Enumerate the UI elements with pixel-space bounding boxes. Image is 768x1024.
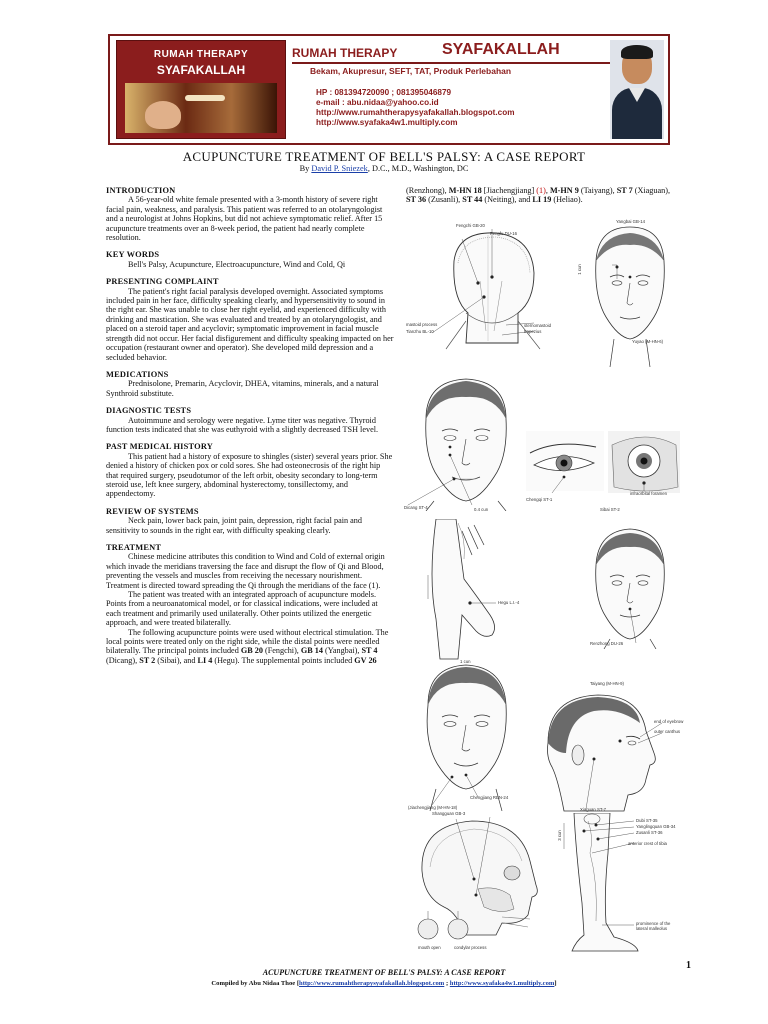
heading-diagnostic-tests: DIAGNOSTIC TESTS: [106, 406, 192, 416]
multiply-link[interactable]: http://www.syafaka4w1.multiply.com: [316, 118, 458, 127]
text-keywords: Bell's Palsy, Acupuncture, Electroacupuncture, Wind and Cold, Qi: [128, 259, 346, 269]
label-sternomastoid: sternomastoid: [524, 323, 551, 328]
point-li19: LI 19: [532, 195, 552, 205]
text-review-of-systems: Neck pain, lower back pain, joint pain, depression, right facial pain and sensitivity to sounds in the right ear, with difficulty speaking clearly.: [106, 516, 362, 535]
label-tibia: anterior crest of tibia: [628, 841, 667, 846]
label-04cun: 0.4 cun: [474, 507, 489, 512]
text-introduction: A 56-year-old white female presented with a 3-month history of severe right facial pain, weakness, and paralysis. This patient was referred to an otolaryngologist and a neurologist at Johns Hopkins, but did not achieve symptomatic relief. After 15 acupuncture treatments over an 8-week period, the patient had nearly complete resolution.: [106, 195, 383, 243]
section-review-of-systems: [106, 507, 394, 535]
text-treatment-2: The patient was treated with an integrated approach of acupuncture models. Points from a neuroanatomical model, or for classical indications, were included at each treatment and primarily used unilaterally. Other points utilized the energetic approach, and were treated bilaterally.: [106, 590, 378, 628]
figure-temple-points: [528, 681, 684, 813]
phone-numbers: HP : 081394720090 ; 081395046879: [316, 88, 452, 97]
clinic-logo: [116, 40, 286, 139]
blog-link[interactable]: http://www.rumahtherapysyafakallah.blogspot.com: [316, 108, 515, 117]
figure-leg-points: [554, 813, 680, 953]
point-gb20: GB 20: [240, 646, 263, 656]
label-yangbai: Yangbai GB-14: [616, 219, 646, 224]
left-column: [106, 186, 394, 673]
label-trapezius: trapezius: [524, 329, 542, 334]
byline-suffix: , D.C., M.D., Washington, DC: [367, 164, 469, 173]
label-jiachengjiang: (Jiachengjiang (M-HN-18): [408, 805, 458, 810]
point-st44: ST 44: [462, 195, 483, 205]
label-renzhong: Renzhong DU-26: [590, 641, 624, 646]
figure-skull-points: [404, 811, 552, 953]
clinic-title-small: RUMAH THERAPY: [292, 46, 398, 60]
author-link[interactable]: David P. Sniezek: [311, 164, 368, 173]
author-portrait: [610, 40, 664, 139]
section-treatment: [106, 543, 394, 665]
footer-title: ACUPUNCTURE TREATMENT OF BELL'S PALSY: A CASE REPORT: [262, 968, 506, 977]
acupuncture-illustrations: [404, 215, 684, 953]
label-condylar: condylar process: [454, 945, 487, 950]
point-li4: LI 4: [197, 655, 213, 665]
point-gv26: GV 26: [354, 655, 377, 665]
citation-1[interactable]: (1): [536, 186, 546, 195]
label-canthus: outer canthus: [654, 729, 681, 734]
email-address: e-mail : abu.nidaa@yahoo.co.id: [316, 98, 439, 107]
figure-forehead-points: [576, 219, 680, 367]
label-3cun: 3 cun: [556, 830, 562, 841]
figure-chin-points: [408, 655, 526, 811]
figure-eye-points: [526, 431, 680, 511]
figure-renzhong-point: [580, 525, 680, 649]
figure-face-points: [404, 371, 528, 511]
heading-past-medical-history: PAST MEDICAL HISTORY: [106, 442, 214, 452]
footer-link-blog[interactable]: http://www.rumahtherapysyafakallah.blogspot.com: [299, 980, 445, 987]
label-yanglingquan: Yanglingquan GB-34: [636, 824, 676, 829]
label-mastoid: mastoid process: [406, 322, 438, 327]
label-chengjiang: Chengjiang REN-24: [470, 795, 509, 800]
heading-keywords: KEY WORDS: [106, 250, 160, 260]
label-xiaguan: Xiaguan ST-7: [580, 807, 607, 812]
byline: [0, 164, 768, 173]
text-diagnostic-tests: Autoimmune and serology were negative. Lyme titer was negative. Thyroid function tests indicated that she was euthyroid with a slightly decreased TSH level.: [106, 415, 379, 434]
figure-hand-point: [418, 519, 518, 665]
page-number: 1: [686, 960, 691, 971]
point-st2: ST 2: [139, 655, 156, 665]
label-dubi: Dubi ST-35: [636, 818, 658, 823]
clinic-contact: [316, 88, 515, 128]
text-treatment-1: Chinese medicine attributes this condition to Wind and Cold of external origin which invade the meridians traversing the face and disrupt the flow of Qi and Blood, preventing the vessels and muscles from receiving the necessary nourishment. Treatment is directed toward spreading the Qi through the meridians of the face (1).: [106, 552, 385, 590]
section-past-medical-history: [106, 442, 394, 498]
text-presenting-complaint: The patient's right facial paralysis developed overnight. Associated symptoms included pain in her face, difficulty speaking clearly, and hypersensitivity to sound in the right ear. She was unable to close her right eyelid, and experienced difficulty with drinking and mastication. She was evaluated and treated by an otolaryngologist, and placed on a steroid taper and acyclovir; symptomatic improvement in facial muscle strength did not occur. Her facial disfigurement and difficulty speaking impacted on her occupation (restaurant owner and operator). She developed mild depression and a secluded behavior.: [106, 286, 394, 362]
text-past-medical-history: This patient had a history of exposure to shingles (sister) several years prior. She denied a history of chicken pox or cold sores. She had osteonecrosis of the right hip that required surgery, pseudotumor of the left orbit, obesity secondary to long-term steroid use, left knee surgery, abdominal hysterectomy, tonsillectomy, and appendectomy.: [106, 451, 393, 499]
text-treatment-3: The following acupuncture points were used without electrical stimulation. The local points were treated only on the right side, while the distal points were needled bilaterally. The principal points included GB 20 (Fengchi), GB 14 (Yangbai), ST 4 (Dicang), ST 2 (Sibai), and LI 4 (Hegu). The supplemental points included GV 26: [106, 627, 389, 665]
point-st36: ST 36: [406, 195, 427, 205]
byline-prefix: By: [299, 164, 312, 173]
clinic-title: [292, 40, 612, 64]
label-sibai: Sibai ST-2: [600, 507, 620, 512]
footer-compiled: Compiled by Abu Nidaa Thoe [http://www.rumahtherapysyafakallah.blogspot.com ; http://www.syafaka4w1.multiply.com]: [211, 980, 557, 987]
heading-medications: MEDICATIONS: [106, 369, 169, 379]
section-keywords: [106, 250, 394, 269]
label-tianzhu: Tianzhu BL-10: [406, 329, 434, 334]
label-yuyao: Yuyao (M-HN-6): [632, 339, 664, 344]
logo-line1: RUMAH THERAPY: [153, 49, 249, 60]
label-1cun-b: 1 cun: [460, 659, 471, 664]
heading-presenting-complaint: PRESENTING COMPLAINT: [106, 277, 219, 287]
label-malleolus: prominence of the lateral malleolus: [636, 921, 671, 931]
point-gb14: GB 14: [300, 646, 323, 656]
label-fengfu: Fengfu DU-16: [490, 231, 517, 236]
section-presenting-complaint: [106, 277, 394, 362]
point-mhn18: M-HN 18: [448, 186, 482, 195]
heading-introduction: INTRODUCTION: [106, 186, 176, 195]
clinic-header-banner: [108, 34, 670, 145]
clinic-title-big: SYAFAKALLAH: [442, 41, 560, 58]
section-medications: [106, 370, 394, 398]
figure-neck-points: [406, 221, 554, 361]
section-diagnostic-tests: [106, 406, 394, 434]
label-zusanli: Zusanli ST-36: [636, 830, 663, 835]
logo-photo: [125, 83, 277, 133]
label-taiyang: Taiyang (M-HN-9): [590, 681, 624, 686]
document-title: ACUPUNCTURE TREATMENT OF BELL'S PALSY: A CASE REPORT: [182, 149, 586, 164]
right-column-text: [406, 186, 676, 205]
section-introduction: [106, 186, 394, 242]
label-infraorbital: infraorbital foramen: [630, 491, 668, 496]
point-st4: ST 4: [361, 646, 378, 656]
label-hegu: Hegu L.I.-4: [498, 600, 520, 605]
logo-line2: SYAFAKALLAH: [156, 63, 246, 77]
footer-link-multiply[interactable]: http://www.syafaka4w1.multiply.com: [449, 980, 555, 987]
point-mhn9: M-HN 9: [549, 186, 579, 195]
heading-treatment: TREATMENT: [106, 543, 162, 552]
heading-review-of-systems: REVIEW OF SYSTEMS: [106, 506, 199, 516]
clinic-services: Bekam, Akupresur, SEFT, TAT, Produk Perlebahan: [310, 66, 512, 76]
label-fengchi: Fengchi GB-20: [456, 223, 485, 228]
label-mouth-open: mouth open: [418, 945, 441, 950]
label-chengqi: Chengqi ST-1: [526, 497, 553, 502]
label-eyebrow: end of eyebrow: [654, 719, 684, 724]
text-medications: Prednisolone, Premarin, Acyclovir, DHEA, vitamins, minerals, and a natural Synthroid substitute.: [106, 379, 379, 398]
point-st7: ST 7: [616, 186, 633, 195]
label-dicang: Dicang ST-4: [404, 505, 428, 510]
label-1cun-a: 1 cun: [576, 264, 582, 275]
label-shangguan: Shangguan GB-3: [432, 811, 466, 816]
text-supplemental-points: (Renzhong), M-HN 18 [Jiachengjiang] (1), M-HN 9 (Taiyang), ST 7 (Xiaguan), ST 36 (Zusanli), ST 44 (Neiting), and LI 19 (Heliao).: [406, 186, 670, 205]
